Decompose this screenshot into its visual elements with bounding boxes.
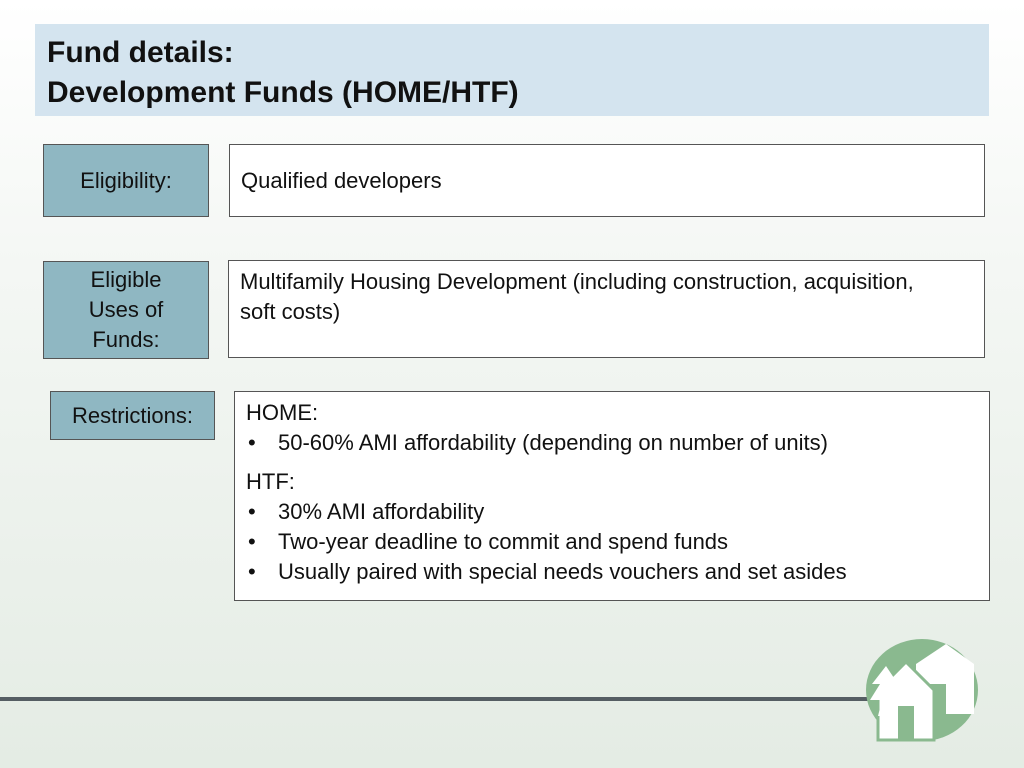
- page-title-line-2: Development Funds (HOME/HTF): [47, 76, 519, 109]
- home-heading: HOME:: [246, 400, 319, 425]
- title-banner: [35, 24, 989, 116]
- htf-item: • Usually paired with special needs vouchers and set asides: [246, 557, 978, 587]
- htf-item: • Two-year deadline to commit and spend funds: [246, 527, 978, 557]
- eligible-uses-label-line-3: Funds:: [92, 327, 160, 352]
- page-title-line-1: Fund details:: [47, 36, 234, 69]
- eligible-uses-label: [43, 261, 209, 359]
- eligibility-label-text: Eligibility:: [80, 167, 172, 193]
- home-list: [246, 428, 978, 458]
- eligible-uses-label-line-1: Eligible: [90, 267, 162, 292]
- eligibility-content: [229, 144, 985, 217]
- eligible-uses-content-text: Multifamily Housing Development (including construction, acquisition, soft costs): [240, 269, 914, 324]
- house-tree-logo-icon: [864, 638, 980, 742]
- htf-heading: HTF:: [246, 469, 295, 494]
- eligible-uses-content: [228, 260, 985, 358]
- eligibility-label: [43, 144, 209, 217]
- htf-list: [246, 497, 978, 587]
- footer-divider: [0, 697, 870, 701]
- home-item: • 50-60% AMI affordability (depending on number of units): [246, 428, 978, 458]
- htf-item: • 30% AMI affordability: [246, 497, 978, 527]
- restrictions-content: [234, 391, 990, 601]
- eligible-uses-label-line-2: Uses of: [88, 297, 164, 322]
- restrictions-label-text: Restrictions:: [71, 402, 194, 428]
- eligibility-content-text: Qualified developers: [241, 167, 442, 193]
- restrictions-label: [50, 391, 215, 440]
